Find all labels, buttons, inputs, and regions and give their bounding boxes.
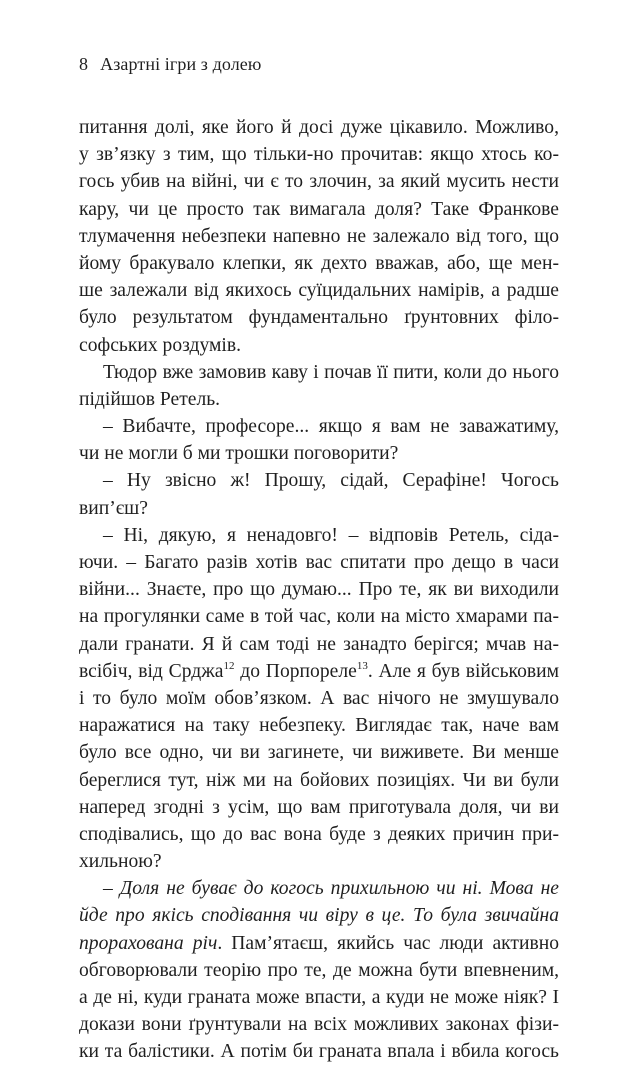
text-line — [79, 658, 559, 685]
text-line — [79, 930, 559, 957]
text-line: софських роздумів. — [79, 334, 242, 356]
text-line: сподівались, що до вас вона буде з деяких причин при- — [79, 823, 559, 845]
text-line: дали гранати. Я й сам тоді не занадто берігся; мчав на- — [79, 633, 559, 655]
footnote-reference[interactable]: 12 — [223, 659, 235, 672]
text-line: наперед згодні з усім, що вам приготувала доля, чи ви — [79, 796, 559, 818]
text-fragment: . Але я був військовим — [367, 660, 560, 682]
text-line: вип’єш? — [79, 497, 148, 519]
footnote-reference[interactable]: 13 — [356, 659, 368, 672]
text-line: ки та балістики. А потім би граната впала і вбила когось — [79, 1041, 559, 1063]
page-body — [79, 114, 559, 1066]
text-line: війни... Знаєте, про що думаю... Про те, як ви виходили — [79, 579, 559, 601]
page-number: 8 — [79, 54, 89, 74]
text-line: хильною? — [79, 851, 162, 873]
text-line: ючи. – Багато разів хотів вас спитати про дещо в часи — [79, 552, 559, 573]
text-fragment: до Порпореле — [234, 660, 357, 682]
text-line: було все одно, чи ви загинете, чи виживете. Ви менше — [79, 742, 559, 764]
text-line: – Ну звісно ж! Прошу, сідай, Серафіне! Чогось — [103, 470, 559, 492]
text-fragment: всібіч, від Срджа — [79, 660, 224, 682]
text-line: йде про якісь сподівання чи віру в це. То була звичайна — [79, 905, 559, 927]
text-line: і то було моїм обов’язком. А вас нічого не змушувало — [79, 687, 559, 709]
text-line: а де ні, куди граната може впасти, а куди не може ніяк? І — [79, 987, 559, 1008]
text-line: чи не могли б ми трошки поговорити? — [79, 443, 399, 465]
text-line: гось убив на війні, чи є то злочин, за який мусить нести — [79, 171, 559, 193]
text-line: – Доля не буває до когось прихильною чи ні. Мова не — [103, 878, 559, 900]
text-line: докази вони ґрунтували на всіх можливих законах фізи- — [79, 1014, 559, 1036]
text-fragment: Тюдор вже замовив каву і почав її пити, коли до нього — [103, 361, 559, 383]
running-header — [79, 54, 261, 75]
text-fragment: . Пам’ятаєш, якийсь час люди активно — [217, 932, 559, 954]
text-line: ше залежали від якихось суїцидальних намірів, а радше — [79, 280, 559, 302]
text-line: береглися тут, ніж ми на бойових позиціях. Чи ви були — [79, 769, 559, 791]
text-line: питання долі, яке його й досі дуже цікавило. Можливо, — [79, 117, 559, 138]
text-line: підійшов Ретель. — [79, 388, 221, 410]
text-line: тлумачення небезпеки напевно не залежало від того, що — [79, 225, 559, 247]
text-line: було результатом фундаментально ґрунтовних філо- — [79, 307, 559, 329]
text-line: кару, чи це просто так вимагала доля? Таке Франкове — [79, 198, 559, 220]
text-line: у зв’язку з тим, що тільки-но прочитав: якщо хтось ко- — [79, 144, 559, 166]
text-line: – Ні, дякую, я ненадовго! – відповів Ретель, сіда- — [103, 524, 559, 546]
text-fragment: прорахована річ — [79, 932, 218, 954]
text-line: – Вибачте, професоре... якщо я вам не заважатиму, — [103, 416, 559, 438]
text-line: йому бракувало клепки, як дехто вважав, або, ще мен- — [79, 252, 559, 274]
text-line: на прогулянки саме в той час, коли на місто хмарами па- — [79, 606, 559, 628]
running-title: Азартні ігри з долею — [100, 54, 262, 74]
text-line — [79, 359, 559, 386]
text-line: наражатися на таку небезпеку. Виглядає так, наче вам — [79, 715, 559, 737]
text-line: обговорювали теорію про те, де можна бути впевненим, — [79, 959, 559, 981]
